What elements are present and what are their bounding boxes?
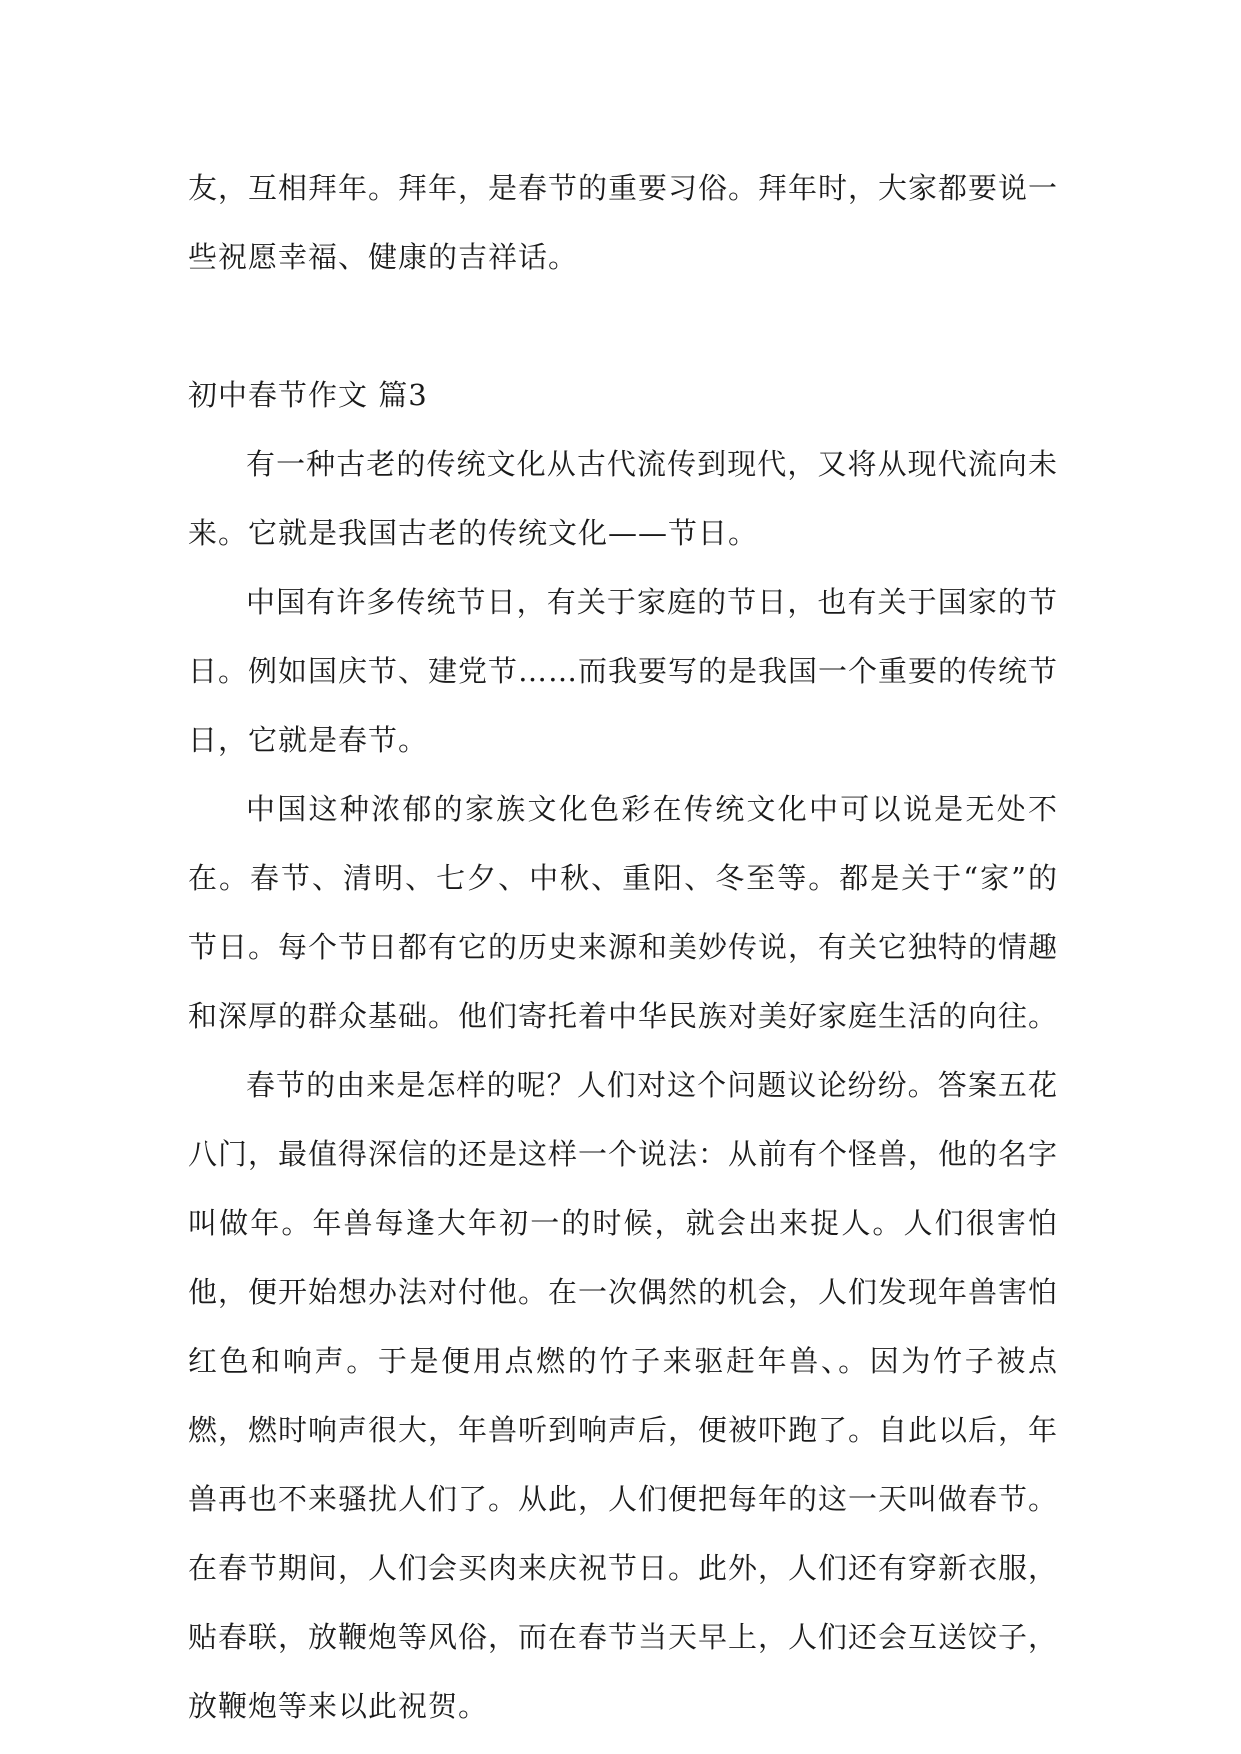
paragraph-1: 有一种古老的传统文化从古代流传到现代，又将从现代流向未来。它就是我国古老的传统文化——节日。 bbox=[188, 447, 1058, 550]
paragraph-3: 中国这种浓郁的家族文化色彩在传统文化中可以说是无处不在。春节、清明、七夕、中秋、重阳、冬至等。都是关于“家”的节日。每个节日都有它的历史来源和美妙传说，有关它独特的情趣和深厚的群众基础。他们寄托着中华民族对美好家庭生活的向往。 bbox=[188, 792, 1059, 1033]
document-body bbox=[188, 154, 1058, 1741]
paragraph-4: 春节的由来是怎样的呢？人们对这个问题议论纷纷。答案五花八门，最值得深信的还是这样一个说法：从前有个怪兽，他的名字叫做年。年兽每逢大年初一的时候，就会出来捉人。人们很害怕他，便开始想办法对付他。在一次偶然的机会，人们发现年兽害怕红色和响声。于是便用点燃的竹子来驱赶年兽、。因为竹子被点燃，燃时响声很大，年兽听到响声后，便被吓跑了。自此以后，年兽再也不来骚扰人们了。从此，人们便把每年的这一天叫做春节。在春节期间，人们会买肉来庆祝节日。此外，人们还有穿新衣服，贴春联，放鞭炮等风俗，而在春节当天早上，人们还会互送饺子，放鞭炮等来以此祝贺。 bbox=[188, 1068, 1059, 1723]
continued-paragraph: 友，互相拜年。拜年，是春节的重要习俗。拜年时，大家都要说一些祝愿幸福、健康的吉祥话。 bbox=[188, 171, 1059, 274]
paragraph-2: 中国有许多传统节日，有关于家庭的节日，也有关于国家的节日。例如国庆节、建党节……而我要写的是我国一个重要的传统节日，它就是春节。 bbox=[188, 585, 1059, 757]
section-title: 初中春节作文 篇3 bbox=[188, 378, 428, 412]
paragraph-gap bbox=[188, 292, 1058, 361]
